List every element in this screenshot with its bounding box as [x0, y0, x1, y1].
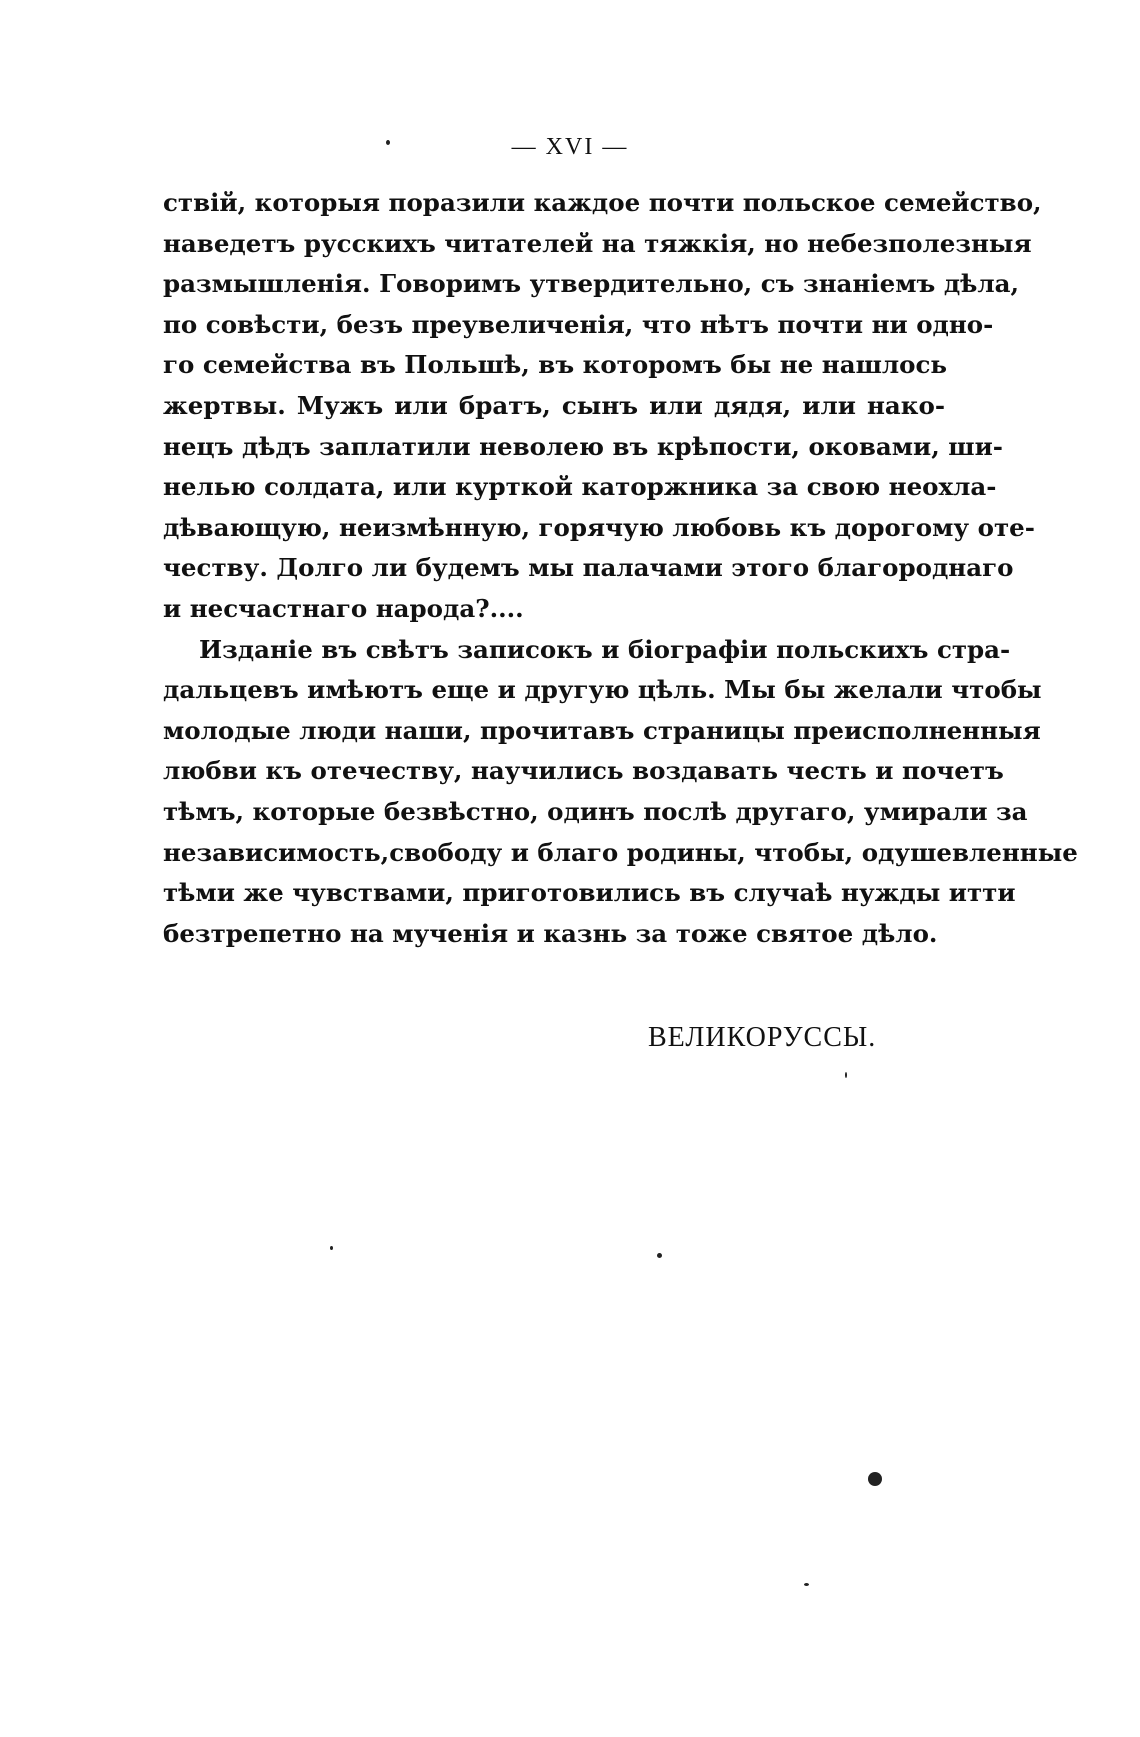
- text-line: тѣмъ, которые безвѣстно, одинъ послѣ другаго, умирали за: [163, 796, 1028, 826]
- text-line: тѣми же чувствами, приготовились въ случаѣ нужды итти: [163, 878, 1016, 908]
- scan-speck: [868, 1472, 882, 1486]
- text-line: нецъ дѣдъ заплатили неволею въ крѣпости, оковами, ши-: [163, 431, 1003, 461]
- text-line: дальцевъ имѣютъ еще и другую цѣль. Мы бы желали чтобы: [163, 675, 1042, 705]
- text-line: независимость,свободу и благо родины, чтобы, одушевленные: [163, 837, 1078, 867]
- text-line: размышленія. Говоримъ утвердительно, съ знаніемъ дѣла,: [163, 269, 1020, 299]
- paragraph-1: [163, 183, 1042, 630]
- text-line: ствій, которыя поразили каждое почти польское семейство,: [163, 188, 1042, 217]
- text-line: го семейства въ Польшѣ, въ которомъ бы не нашлось: [163, 350, 948, 380]
- text-line: по совѣсти, безъ преувеличенія, что нѣтъ почти ни одно-: [163, 309, 994, 339]
- text-line: и несчастнаго народа?....: [163, 593, 524, 623]
- text-line: жертвы. Мужъ или братъ, сынъ или дядя, или нако-: [163, 390, 945, 420]
- text-line: молодые люди наши, прочитавъ страницы преисполненныя: [163, 715, 1041, 745]
- text-line: любви къ отечеству, научились воздавать честь и почетъ: [163, 756, 1004, 786]
- text-line: честву. Долго ли будемъ мы палачами этого благороднаго: [163, 553, 1014, 583]
- scan-speck: [386, 140, 390, 145]
- page-number-header: — XVI —: [511, 134, 629, 160]
- text-line: Изданіе въ свѣтъ записокъ и біографіи польскихъ стра-: [199, 634, 1011, 664]
- body-text: [163, 183, 1078, 954]
- signature: ВЕЛИКОРУССЫ.: [648, 1022, 877, 1053]
- text-line: безтрепетно на мученія и казнь за тоже святое дѣло.: [163, 918, 938, 948]
- text-line: наведетъ русскихъ читателей на тяжкія, но небезполезныя: [163, 228, 1032, 258]
- paragraph-2: [163, 630, 1078, 955]
- scan-speck: [330, 1246, 333, 1250]
- text-line: нелью солдата, или курткой каторжника за свою неохла-: [163, 472, 997, 502]
- scan-speck: [804, 1583, 809, 1586]
- text-line: дѣвающую, неизмѣнную, горячую любовь къ дорогому оте-: [163, 512, 1035, 542]
- scan-speck: [657, 1253, 662, 1258]
- scan-speck: [845, 1072, 847, 1078]
